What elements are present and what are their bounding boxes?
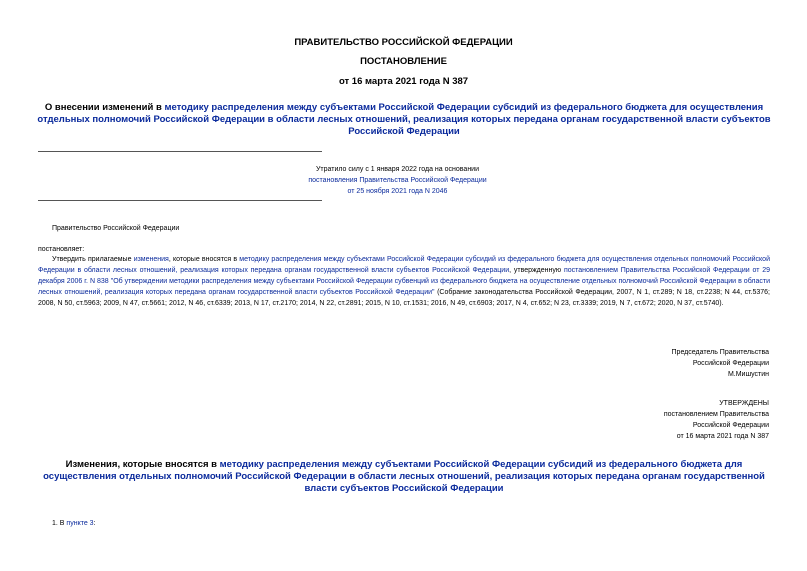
- changes-title-prefix: Изменения, которые вносятся в: [65, 459, 220, 470]
- para-text-2: , которые вносятся в: [168, 256, 240, 263]
- signature-block: [672, 347, 769, 380]
- approved-label: УТВЕРЖДЕНЫ: [719, 400, 769, 407]
- expired-decree-date-link[interactable]: от 25 ноября 2021 года N 2046: [347, 188, 448, 195]
- changes-link[interactable]: изменения: [133, 256, 169, 263]
- title-prefix: О внесении изменений в: [44, 102, 165, 113]
- approved-by: постановлением Правительства: [663, 411, 769, 418]
- government-heading: ПРАВИТЕЛЬСТВО РОССИЙСКОЙ ФЕДЕРАЦИИ: [294, 37, 513, 48]
- changes-methodology-link[interactable]: методику распределения между субъектами Российской Федерации субсидий из федерального бюджета для осуществления отдельных полномочий Российской Федерации в области лесных отношений, реализация которых передана органам государственной власти субъектов Российской Федерации: [43, 459, 765, 494]
- item-1-suffix: :: [93, 520, 96, 527]
- item-1-point-link[interactable]: пункте 3: [66, 520, 94, 527]
- decrees-word: постановляет:: [38, 246, 85, 253]
- approved-date: от 16 марта 2021 года N 387: [676, 433, 769, 440]
- para-text-3: , утвержденную: [509, 267, 564, 274]
- decree-838-link[interactable]: постановлением Правительства Российской Федерации от 29 декабря 2006 г. N 838 "Об утверждении методики распределения между субъектами Российской Федерации субвенций из федерального бюджета на осуществление отдельных полномочий Российской Федерации в области лесных отношений, реализация которых передана органам государственной власти субъектов Российской Федерации": [38, 267, 770, 296]
- changes-title: [40, 459, 768, 495]
- date-number-heading: от 16 марта 2021 года N 387: [338, 76, 469, 87]
- signature-position: Председатель Правительства: [671, 349, 769, 356]
- signature-country: Российской Федерации: [692, 360, 769, 367]
- signature-name: М.Мишустин: [727, 371, 769, 378]
- para-text-4: (Собрание законодательства Российской Федерации, 2007, N 1, ст.289; N 18, ст.2238; N 44, ст.5376; 2008, N 50, ст.5963; 2009, N 47, ст.5661; 2012, N 46, ст.6339; 2013, N 17, ст.2170; 2014, N 22, ст.2891; 2015, N 10, ст.1531; 2016, N 49, ст.6903; 2017, N 4, ст.652; N 23, ст.3339; 2019, N 7, ст.672; 2020, N 37, ст.5740).: [38, 289, 770, 307]
- expired-decree-link[interactable]: постановления Правительства Российской Федерации: [308, 177, 487, 184]
- methodology-link[interactable]: методику распределения между субъектами Российской Федерации субсидий из федерального бюджета для осуществления отдельных полномочий Российской Федерации в области лесных отношений, реализация которых передана органам государственной власти субъектов Российской Федерации: [38, 256, 770, 274]
- resolution-paragraph: [38, 254, 770, 309]
- title-methodology-link[interactable]: методику распределения между субъектами Российской Федерации субсидий из федерального бюджета для осуществления отдельных полномочий Российской Федерации в области лесных отношений, реализация которых передана органам государственной власти субъектов Российской Федерации: [37, 102, 771, 137]
- expired-line-1: Утратило силу с 1 января 2022 года на основании: [315, 166, 480, 173]
- para-text-1: Утвердить прилагаемые: [52, 256, 134, 263]
- document-title: [34, 102, 774, 138]
- top-divider: [38, 151, 322, 152]
- approved-country: Российской Федерации: [692, 422, 769, 429]
- approved-block: [664, 398, 769, 442]
- bottom-divider: [38, 200, 322, 201]
- expired-notice: [300, 164, 495, 197]
- doc-type-heading: ПОСТАНОВЛЕНИЕ: [360, 56, 447, 67]
- item-1: [52, 518, 96, 529]
- government-subject: Правительство Российской Федерации: [52, 225, 180, 232]
- item-1-prefix: 1. В: [52, 520, 67, 527]
